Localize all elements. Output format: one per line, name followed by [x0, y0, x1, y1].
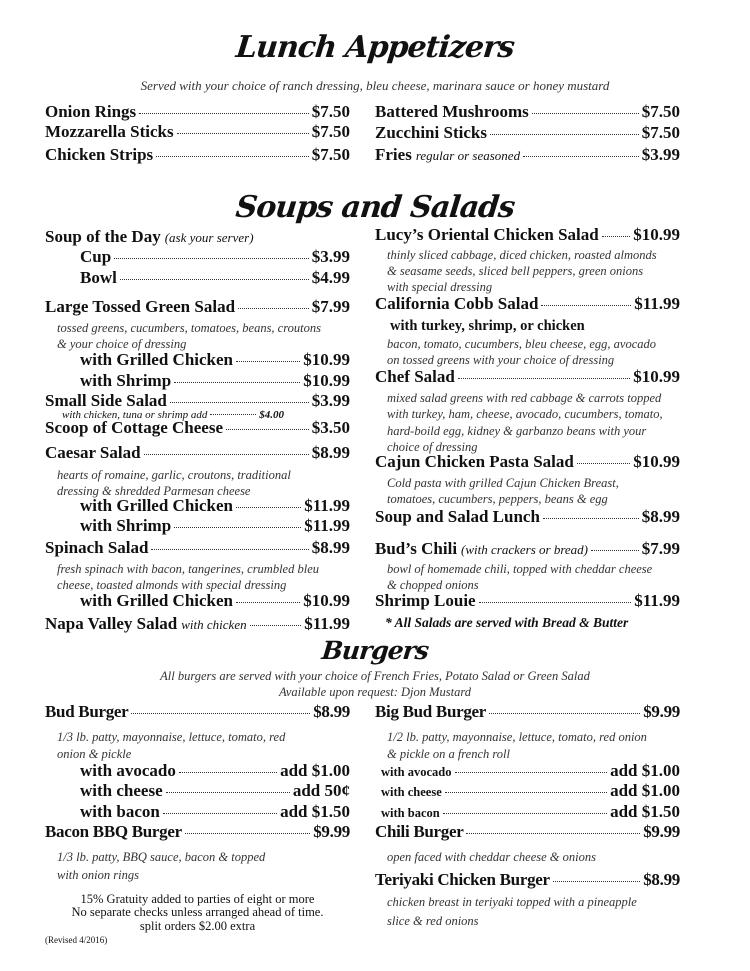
menu-item: [45, 122, 350, 142]
menu-item: [375, 870, 680, 890]
item-name: with bacon: [80, 802, 160, 821]
dot-leader: [543, 518, 639, 519]
item-description: fresh spinach with bacon, tangerines, crumbled bleu: [57, 562, 320, 576]
dot-leader: [250, 625, 302, 626]
dot-leader: [443, 813, 607, 814]
item-name: Onion Rings: [45, 102, 137, 121]
salads-footnote: * All Salads are served with Bread & Butter: [385, 615, 629, 630]
item-name: with Shrimp: [80, 516, 172, 535]
item-description: cheese, toasted almonds with special dressing: [57, 578, 287, 592]
menu-item: [45, 145, 350, 165]
item-price: $10.99: [633, 452, 680, 471]
item-price: $8.99: [643, 870, 680, 889]
menu-item: [80, 268, 350, 288]
item-price: $3.99: [311, 247, 350, 266]
item-name: Lucy’s Oriental Chicken Salad: [375, 225, 599, 244]
menu-item: [375, 452, 680, 472]
item-price: $3.50: [311, 418, 350, 437]
item-price: $11.99: [634, 591, 680, 610]
item-price: $8.99: [641, 507, 680, 526]
item-description: slice & red onions: [387, 914, 479, 928]
dot-leader: [170, 402, 309, 403]
item-price: add $1.50: [610, 802, 680, 821]
menu-item: [375, 123, 680, 143]
dot-leader: [479, 602, 632, 603]
item-note: (with crackers or bread): [461, 542, 589, 557]
item-price: $11.99: [304, 496, 350, 515]
item-name: with Grilled Chicken: [80, 591, 234, 610]
item-name: with cheese: [80, 781, 163, 800]
dot-leader: [120, 279, 309, 280]
menu-item: [381, 761, 680, 782]
item-description: 1/3 lb. patty, BBQ sauce, bacon & topped: [57, 850, 266, 864]
menu-item: [375, 702, 680, 722]
dot-leader: [166, 792, 290, 793]
menu-item: [80, 781, 350, 801]
policy-note: No separate checks unless arranged ahead of time.: [71, 905, 324, 919]
item-name: Small Side Salad: [45, 391, 167, 410]
menu-item: [80, 802, 350, 822]
item-name: Chicken Strips: [45, 145, 154, 164]
item-price: $7.99: [311, 297, 350, 316]
burgers-title: Burgers: [320, 636, 430, 665]
item-price: $8.99: [311, 538, 350, 557]
item-name: Zucchini Sticks: [375, 123, 487, 142]
item-price: $7.50: [641, 123, 680, 142]
item-name: with bacon: [381, 806, 440, 820]
item-description: 1/2 lb. patty, mayonnaise, lettuce, tomato, red onion: [387, 730, 647, 744]
item-price: add $1.00: [280, 761, 350, 780]
item-description: Cold pasta with grilled Cajun Chicken Breast,: [387, 476, 619, 490]
item-name: Chef Salad: [375, 367, 455, 386]
item-description: & chopped onions: [387, 578, 479, 592]
item-price: add $1.00: [610, 781, 680, 800]
item-description: onion & pickle: [57, 747, 132, 761]
dot-leader: [541, 305, 631, 306]
soups-title: Soups and Salads: [234, 190, 516, 225]
item-price: add $1.00: [610, 761, 680, 780]
menu-item: [45, 538, 350, 558]
item-description: hard-boild egg, kidney & garbanzo beans with your: [387, 424, 647, 438]
item-price: $7.50: [311, 122, 350, 141]
item-name: Battered Mushrooms: [375, 102, 529, 121]
item-description: choice of dressing: [387, 440, 478, 454]
dot-leader: [236, 361, 300, 362]
dot-leader: [163, 813, 277, 814]
dot-leader: [236, 602, 300, 603]
item-name: Scoop of Cottage Cheese: [45, 418, 223, 437]
item-name: with chicken, tuna or shrimp add: [62, 409, 208, 421]
item-price: $8.99: [311, 443, 350, 462]
menu-item: [80, 371, 350, 391]
item-description: chicken breast in teriyaki topped with a pineapple: [387, 895, 637, 909]
item-price: $10.99: [633, 225, 680, 244]
item-name: Soup and Salad Lunch: [375, 507, 540, 526]
item-note: regular or seasoned: [415, 148, 521, 163]
item-name: Bowl: [80, 268, 117, 287]
item-name: Soup of the Day: [45, 227, 161, 246]
item-note: with chicken: [181, 617, 247, 632]
menu-item: [381, 781, 680, 802]
item-name: Large Tossed Green Salad: [45, 297, 236, 316]
item-price: $3.99: [311, 391, 350, 410]
item-name: Shrimp Louie: [375, 591, 476, 610]
menu-item: [375, 822, 680, 842]
appetizers-subtitle: Served with your choice of ranch dressing, bleu cheese, marinara sauce or honey mustard: [140, 78, 610, 93]
item-description: & your choice of dressing: [57, 337, 187, 351]
item-description: tossed greens, cucumbers, tomatoes, beans, croutons: [57, 321, 321, 335]
item-description: with turkey, ham, cheese, avocado, cucumbers, tomato,: [387, 407, 663, 421]
item-price: $7.50: [641, 102, 680, 121]
item-name: Big Bud Burger: [375, 702, 487, 721]
dot-leader: [177, 133, 309, 134]
item-price: $9.99: [643, 822, 680, 841]
item-name: Fries: [375, 145, 412, 164]
revision-date: (Revised 4/2016): [45, 935, 108, 945]
dot-leader: [114, 258, 309, 259]
dot-leader: [151, 549, 308, 550]
item-name: Chili Burger: [375, 822, 464, 841]
dot-leader: [144, 454, 309, 455]
item-price: $9.99: [643, 702, 680, 721]
dot-leader: [131, 713, 310, 714]
dot-leader: [455, 772, 608, 773]
item-description: with onion rings: [57, 868, 139, 882]
menu-item: [80, 516, 350, 536]
item-price: $10.99: [303, 371, 350, 390]
dot-leader: [236, 507, 301, 508]
item-price: $8.99: [313, 702, 350, 721]
item-description: bowl of homemade chili, topped with cheddar cheese: [387, 562, 653, 576]
item-price: $10.99: [303, 591, 350, 610]
menu-item: [375, 294, 680, 314]
dot-leader: [156, 156, 309, 157]
item-description: & pickle on a french roll: [387, 747, 511, 761]
menu-item: [375, 507, 680, 527]
menu-item: [375, 591, 680, 611]
menu-item: [375, 225, 680, 245]
menu-item: [80, 247, 350, 267]
dot-leader: [466, 833, 640, 834]
item-name: Bud’s Chili: [375, 539, 458, 558]
item-name: Cup: [80, 247, 112, 266]
burgers-subtitle: All burgers are served with your choice of French Fries, Potato Salad or Green Salad: [160, 669, 590, 683]
dot-leader: [226, 429, 309, 430]
menu-item: [375, 367, 680, 387]
policy-note: split orders $2.00 extra: [139, 919, 256, 933]
item-description: 1/3 lb. patty, mayonnaise, lettuce, tomato, red: [57, 730, 286, 744]
item-name: Teriyaki Chicken Burger: [375, 870, 550, 889]
menu-item: [45, 418, 350, 438]
menu-item: [80, 761, 350, 781]
item-price: add 50¢: [292, 781, 350, 800]
appetizers-title: Lunch Appetizers: [234, 30, 516, 65]
item-price: $11.99: [304, 614, 350, 633]
menu-item: [80, 591, 350, 611]
dot-leader: [602, 236, 631, 237]
dot-leader: [591, 550, 639, 551]
item-description: open faced with cheddar cheese & onions: [387, 850, 596, 864]
menu-item: [45, 297, 350, 317]
item-name: Cajun Chicken Pasta Salad: [375, 452, 574, 471]
menu-item: [80, 350, 350, 370]
dot-leader: [577, 463, 630, 464]
item-price: $4.99: [311, 268, 350, 287]
item-name: California Cobb Salad: [375, 294, 539, 313]
item-price: $10.99: [633, 367, 680, 386]
dot-leader: [490, 134, 639, 135]
dot-leader: [185, 833, 310, 834]
menu-item: [45, 822, 350, 842]
item-name: Napa Valley Salad: [45, 614, 178, 633]
item-name: Bud Burger: [45, 702, 129, 721]
item-price: $10.99: [303, 350, 350, 369]
item-name: Caesar Salad: [45, 443, 141, 462]
menu-item: [80, 496, 350, 516]
dot-leader: [553, 881, 640, 882]
item-price: $9.99: [313, 822, 350, 841]
item-name: Spinach Salad: [45, 538, 149, 557]
menu-item: [375, 145, 680, 166]
dot-leader: [458, 378, 630, 379]
dot-leader: [139, 113, 309, 114]
dot-leader: [210, 414, 256, 415]
item-description: dressing & shredded Parmesan cheese: [57, 484, 251, 498]
policy-note: 15% Gratuity added to parties of eight or more: [80, 892, 315, 906]
item-name: with Grilled Chicken: [80, 350, 234, 369]
item-price: add $1.50: [280, 802, 350, 821]
item-description: thinly sliced cabbage, diced chicken, roasted almonds: [387, 248, 657, 262]
menu-item: [375, 539, 680, 560]
dot-leader: [174, 382, 300, 383]
item-price: $7.50: [311, 145, 350, 164]
item-description: mixed salad greens with red cabbage & carrots topped: [387, 391, 662, 405]
item-description: bacon, tomato, cucumbers, bleu cheese, egg, avocado: [387, 337, 657, 351]
menu-item: [45, 702, 350, 722]
item-option: with turkey, shrimp, or chicken: [390, 318, 585, 334]
menu-item: [45, 614, 350, 635]
menu-item: [45, 391, 350, 411]
item-name: with cheese: [381, 785, 442, 799]
item-price: $4.00: [259, 409, 284, 421]
item-name: with Grilled Chicken: [80, 496, 234, 515]
item-price: $7.50: [311, 102, 350, 121]
menu-item: [45, 227, 350, 248]
menu-item: [381, 802, 680, 823]
menu-item: [375, 102, 680, 122]
dot-leader: [523, 156, 639, 157]
dot-leader: [489, 713, 640, 714]
dot-leader: [174, 527, 301, 528]
item-description: tomatoes, cucumbers, peppers, beans & egg: [387, 492, 608, 506]
dot-leader: [532, 113, 639, 114]
dot-leader: [445, 792, 607, 793]
menu-item: [45, 102, 350, 122]
item-name: with avocado: [80, 761, 176, 780]
item-description: with special dressing: [387, 280, 493, 294]
dot-leader: [179, 772, 277, 773]
item-name: Bacon BBQ Burger: [45, 822, 182, 841]
item-name: with Shrimp: [80, 371, 172, 390]
dot-leader: [238, 308, 309, 309]
item-price: $3.99: [641, 145, 680, 164]
item-price: $7.99: [641, 539, 680, 558]
item-description: & seasame seeds, sliced bell peppers, green onions: [387, 264, 644, 278]
item-price: $11.99: [634, 294, 680, 313]
item-description: on tossed greens with your choice of dressing: [387, 353, 615, 367]
item-price: $11.99: [304, 516, 350, 535]
item-note: (ask your server): [164, 230, 254, 245]
item-description: hearts of romaine, garlic, croutons, traditional: [57, 468, 291, 482]
item-name: with avocado: [381, 765, 452, 779]
menu-item: [45, 443, 350, 463]
item-name: Mozzarella Sticks: [45, 122, 174, 141]
burgers-availability: Available upon request: Djon Mustard: [278, 685, 472, 699]
